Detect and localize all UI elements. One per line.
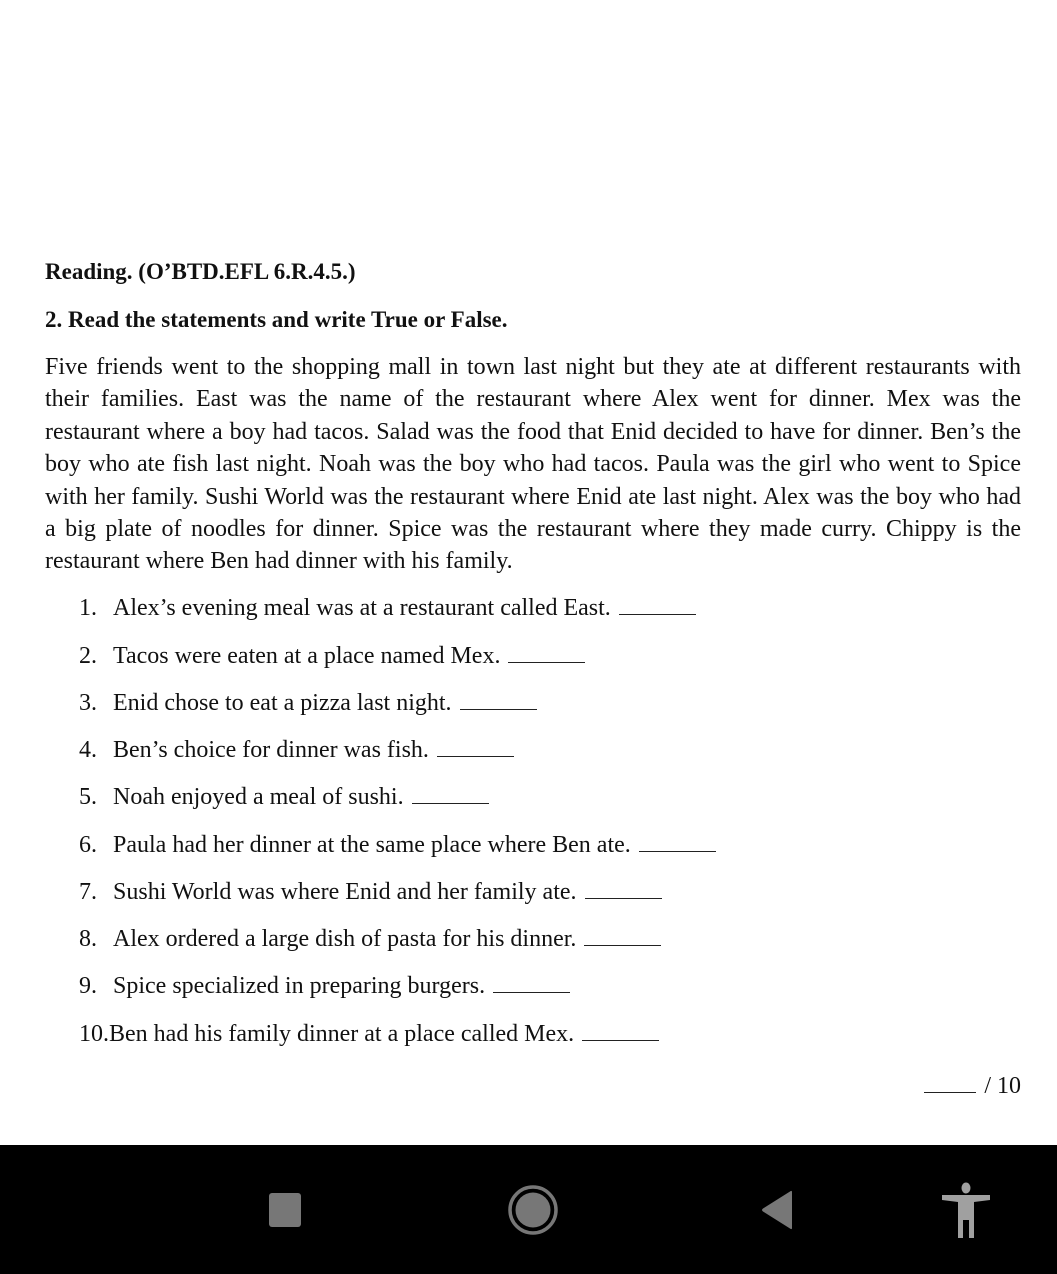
answer-blank[interactable] <box>585 876 662 899</box>
question-text: Alex’s evening meal was at a restaurant called East. <box>113 595 611 621</box>
question-text: Noah enjoyed a meal of sushi. <box>113 784 404 810</box>
question-item <box>79 876 662 906</box>
score-total: / 10 <box>984 1073 1021 1099</box>
question-item <box>79 781 489 811</box>
answer-blank[interactable] <box>584 923 661 946</box>
question-number: 8. <box>79 926 97 952</box>
square-icon <box>268 1193 302 1227</box>
question-text: Sushi World was where Enid and her family ate. <box>113 879 577 905</box>
answer-blank[interactable] <box>460 687 537 710</box>
score-blank[interactable] <box>924 1066 976 1093</box>
question-item <box>79 923 661 953</box>
question-number: 5. <box>79 784 97 810</box>
answer-blank[interactable] <box>619 592 696 615</box>
accessibility-person-icon <box>940 1182 992 1238</box>
question-number: 4. <box>79 736 97 763</box>
answer-blank[interactable] <box>639 829 716 852</box>
recents-button[interactable] <box>245 1145 325 1274</box>
question-item <box>79 970 570 1000</box>
question-number: 10. <box>79 1020 109 1047</box>
question-item <box>79 829 716 859</box>
question-number: 9. <box>79 973 97 999</box>
back-button[interactable] <box>738 1145 818 1274</box>
answer-blank[interactable] <box>493 970 570 993</box>
task-heading: 2. Read the statements and write True or False. <box>45 307 508 332</box>
question-item <box>79 734 514 764</box>
section-heading: Reading. (O’BTD.EFL 6.R.4.5.) <box>45 259 356 284</box>
question-text: Paula had her dinner at the same place where Ben ate. <box>113 831 631 858</box>
triangle-back-icon <box>760 1190 796 1230</box>
accessibility-button[interactable] <box>926 1145 1006 1274</box>
answer-blank[interactable] <box>437 734 514 757</box>
android-navigation-bar <box>0 1145 1057 1274</box>
answer-blank[interactable] <box>582 1018 659 1041</box>
question-number: 3. <box>79 689 97 716</box>
answer-blank[interactable] <box>412 781 489 804</box>
question-number: 2. <box>79 642 97 669</box>
question-text: Alex ordered a large dish of pasta for his dinner. <box>113 926 577 952</box>
question-text: Spice specialized in preparing burgers. <box>113 973 486 999</box>
question-number: 7. <box>79 879 97 905</box>
question-item <box>79 640 585 670</box>
question-item <box>79 592 696 622</box>
circle-home-icon <box>507 1184 559 1236</box>
question-text: Enid chose to eat a pizza last night. <box>113 689 452 716</box>
question-number: 6. <box>79 831 97 858</box>
question-number: 1. <box>79 595 97 621</box>
question-text: Tacos were eaten at a place named Mex. <box>113 642 501 669</box>
question-item <box>79 687 537 717</box>
question-item <box>79 1018 659 1048</box>
home-button[interactable] <box>493 1145 573 1274</box>
reading-passage: Five friends went to the shopping mall in town last night but they ate at different restaurants with their families. East was the name of the restaurant where Alex went for dinner. Mex was the restaurant where a boy had tacos. Salad was the food that Enid decided to have for dinner. Ben’s the boy who ate fish last night. Noah was the boy who had tacos. Paula was the girl who went to Spice with her family. Sushi World was the restaurant where Enid ate last night. Alex was the boy who had a big plate of noodles for dinner. Spice was the restaurant where they made curry. Chippy is the restaurant where Ben had dinner with his family. <box>45 354 1021 575</box>
score-line <box>924 1066 1021 1101</box>
question-text: Ben’s choice for dinner was fish. <box>113 736 429 763</box>
question-text: Ben had his family dinner at a place called Mex. <box>109 1020 575 1047</box>
answer-blank[interactable] <box>508 640 585 663</box>
